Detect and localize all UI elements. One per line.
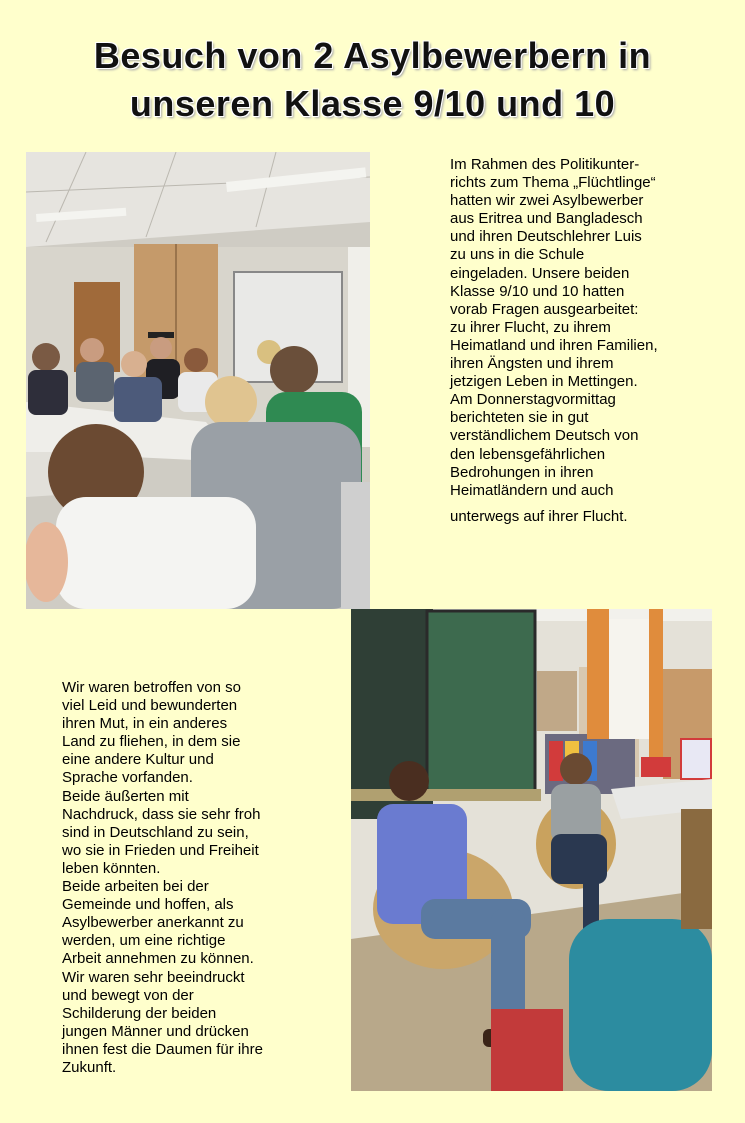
title-line-2: unseren Klasse 9/10 und 10 (129, 83, 616, 124)
title-line-1: Besuch von 2 Asylbewerbern in (93, 35, 652, 76)
classroom-students-photo (26, 152, 370, 609)
article-paragraph-2: Wir waren betroffen von so viel Leid und bewunderten ihren Mut, in ein anderes Land zu fliehen, in dem sie eine andere Kultur und Sprache vorfanden. Beide äußerten mit Nachdruck, dass sie sehr froh sind in Deutschland zu sein, wo sie in Frieden und Freiheit leben könnten. Beide arbeiten bei der Gemeinde und hoffen, als Asylbewerber anerkannt zu werden, um eine richtige Arbeit annehmen zu können. Wir waren sehr beeindruckt und bewegt von der Schilderung der beiden jungen Männer und drücken ihnen fest die Daumen für ihre Zukunft. (62, 679, 263, 1076)
article-paragraph-1: Im Rahmen des Politikunter- richts zum Thema „Flüchtlinge“ hatten wir zwei Asylbewerber aus Eritrea und Bangladesch und ihren Deutschlehrer Luis zu uns in die Schule eingeladen. Unsere beiden Klasse 9/10 und 10 hatten vorab Fragen ausgearbeitet: zu ihrer Flucht, zu ihrem Heimatland und ihren Familien, ihren Ängsten und ihrem jetzigen Leben in Mettingen. Am Donnerstagvormittag berichteten sie in gut verständlichem Deutsch von den lebensgefährlichen Bedrohungen in ihren Heimatländern und auch (450, 156, 658, 499)
page-title (0, 32, 745, 128)
guests-photo (351, 609, 712, 1091)
article-paragraph-1-end: unterwegs auf ihrer Flucht. (450, 508, 628, 525)
